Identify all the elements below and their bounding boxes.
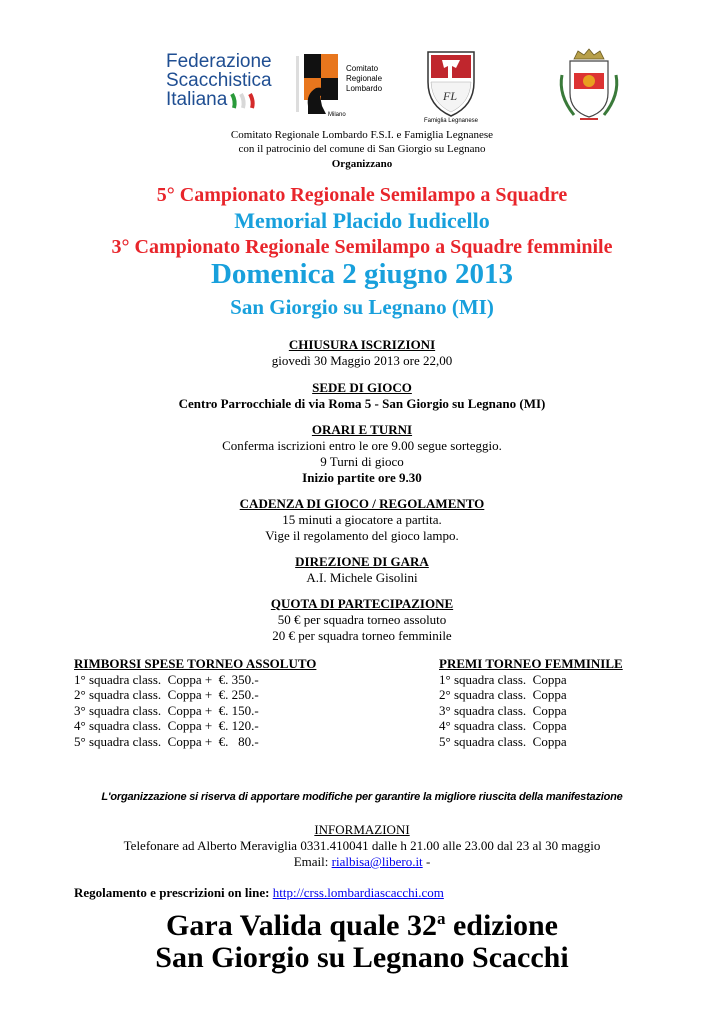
header-line2: con il patrocinio del comune di San Giorgio su Legnano [238, 143, 486, 155]
quota-line1: 50 € per squadra torneo assoluto [277, 612, 447, 627]
municipal-crest-logo [554, 45, 624, 125]
footer-line1 [0, 901, 724, 944]
fsi-logo-line3: Italiana [166, 89, 228, 110]
crl-logo [292, 50, 402, 122]
regolamento-link[interactable]: http://crss.lombardiascacchi.com [272, 885, 444, 900]
crest-icon [554, 45, 624, 125]
footer-line2: San Giorgio su Legnano Scacchi [155, 941, 569, 974]
cadenza-line2: Vige il regolamento del gioco lampo. [265, 528, 459, 543]
regolamento-line: Regolamento e prescrizioni on line: http://crss.lombardiascacchi.com [74, 885, 444, 900]
rimborsi-heading: RIMBORSI SPESE TORNEO ASSOLUTO [74, 656, 317, 671]
chiusura-text: giovedì 30 Maggio 2013 ore 22,00 [271, 353, 453, 368]
email-label: Email: [293, 854, 329, 869]
direzione-heading: DIREZIONE DI GARA [295, 554, 429, 569]
rimborsi-row: 5° squadra class. Coppa + €. 80.- [74, 733, 259, 749]
rimborsi-column [74, 656, 316, 749]
premi-row: 4° squadra class. Coppa [439, 718, 567, 733]
shield-icon [422, 48, 480, 118]
header-line1: Comitato Regionale Lombardo F.S.I. e Famiglia Legnanese [230, 129, 494, 141]
cadenza-line1: 15 minuti a giocatore a partita. [282, 512, 442, 527]
sede-heading: SEDE DI GIOCO [312, 380, 412, 395]
orari-line1: Conferma iscrizioni entro le ore 9.00 segue sorteggio. [222, 438, 502, 453]
organization-note: L'organizzazione si riserva di apportare modifiche per garantire la migliore riuscita della manifestazione [101, 791, 623, 803]
premi-row: 3° squadra class. Coppa [439, 702, 567, 718]
fl-monogram: FL [443, 89, 458, 103]
fsi-logo-line1: Federazione [166, 51, 272, 72]
direzione-text: A.I. Michele Gisolini [306, 570, 418, 585]
title-memorial: Memorial Placido Iudicello [234, 208, 490, 233]
footer-line1-post: edizione [445, 909, 558, 942]
email-tail: - [422, 854, 431, 869]
rimborsi-row: 4° squadra class. Coppa + €. 120.- [74, 718, 259, 733]
organizzano-label: Organizzano [331, 158, 393, 170]
crl-logo-text [346, 64, 382, 94]
chiusura-heading: CHIUSURA ISCRIZIONI [288, 337, 436, 352]
crl-city: Milano [328, 112, 346, 118]
italian-flag-icon [230, 92, 260, 110]
footer-line1-sup: a [436, 909, 446, 928]
premi-row: 5° squadra class. Coppa [439, 733, 567, 749]
fl-caption: Famiglia Legnanese [423, 118, 479, 124]
regolamento-label: Regolamento e prescrizioni on line [74, 885, 266, 900]
orari-line3: Inizio partite ore 9.30 [302, 470, 422, 485]
footer-line1-pre: Gara Valida quale 32 [166, 909, 437, 942]
crl-line1: Comitato [346, 64, 379, 73]
fsi-logo-line2: Scacchistica [166, 70, 272, 91]
premi-heading: PREMI TORNEO FEMMINILE [439, 656, 623, 671]
info-phone: Telefonare ad Alberto Meraviglia 0331.410041 dalle h 21.00 alle 23.00 dal 23 al 30 maggio [123, 838, 601, 853]
orari-line2: 9 Turni di gioco [320, 454, 404, 469]
cadenza-heading: CADENZA DI GIOCO / REGOLAMENTO [239, 496, 485, 511]
crl-line2: Regionale [346, 74, 383, 83]
event-place: San Giorgio su Legnano (MI) [230, 295, 494, 319]
rimborsi-row: 1° squadra class. Coppa + €. 350.- [74, 671, 259, 687]
premi-row: 2° squadra class. Coppa [439, 687, 567, 702]
crl-line3: Lombardo [346, 84, 383, 93]
premi-row: 1° squadra class. Coppa [439, 671, 567, 687]
rimborsi-row: 2° squadra class. Coppa + €. 250.- [74, 687, 259, 702]
rimborsi-row: 3° squadra class. Coppa + €. 150.- [74, 702, 259, 718]
premi-column [439, 656, 623, 749]
event-date: Domenica 2 giugno 2013 [210, 258, 514, 290]
fsi-logo [166, 52, 271, 124]
info-heading: INFORMAZIONI [314, 822, 410, 837]
email-link[interactable]: rialbisa@libero.it [331, 854, 423, 869]
quota-line2: 20 € per squadra torneo femminile [272, 628, 452, 643]
famiglia-legnanese-logo [422, 48, 480, 130]
orari-heading: ORARI E TURNI [311, 422, 413, 437]
title-femminile: 3° Campionato Regionale Semilampo a Squadre femminile [111, 236, 613, 258]
info-email-line [0, 854, 724, 870]
title-campionato: 5° Campionato Regionale Semilampo a Squadre [156, 184, 568, 206]
sede-text: Centro Parrocchiale di via Roma 5 - San Giorgio su Legnano (MI) [178, 396, 546, 411]
quota-heading: QUOTA DI PARTECIPAZIONE [270, 596, 454, 611]
